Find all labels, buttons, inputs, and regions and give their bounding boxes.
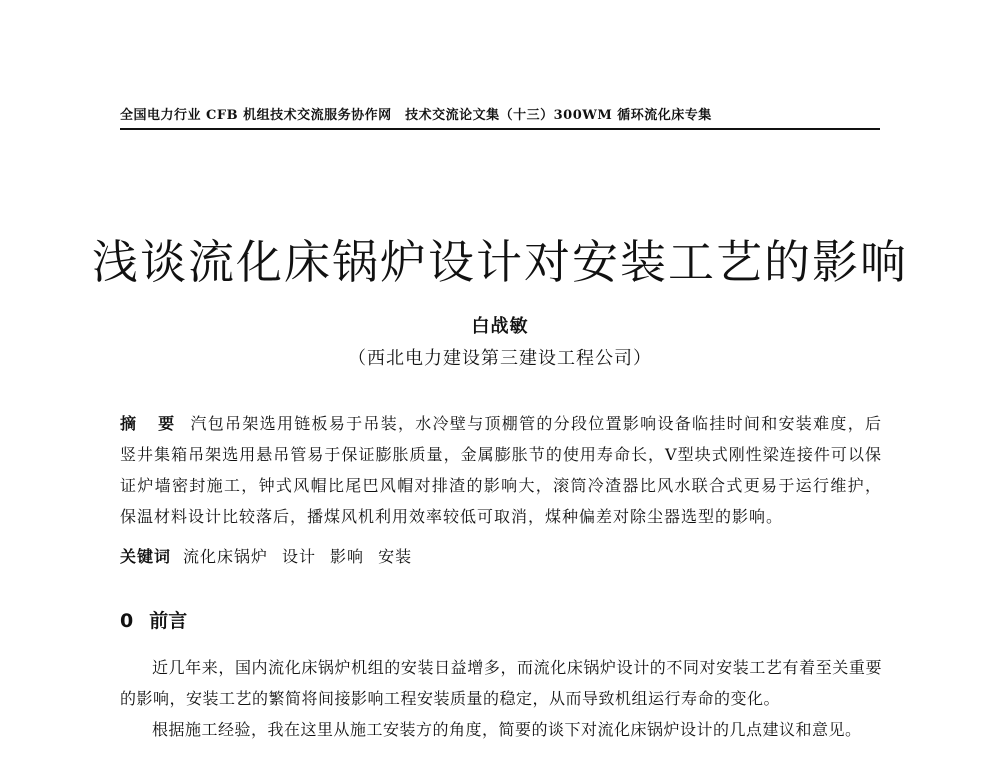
running-header: 全国电力行业 CFB 机组技术交流服务协作网 技术交流论文集（十三）300WM 循环流化床专集 — [120, 108, 712, 123]
keywords-line — [120, 541, 882, 572]
author-affiliation: （西北电力建设第三建设工程公司） — [348, 348, 652, 369]
paper-title: 浅谈流化床锅炉设计对安装工艺的影响 — [92, 235, 908, 289]
keyword: 影响 — [330, 547, 365, 566]
section-heading — [120, 606, 187, 633]
section-number: 0 — [120, 610, 134, 632]
author-name: 白战敏 — [471, 316, 529, 337]
section-body — [120, 652, 882, 745]
keyword: 设计 — [282, 547, 317, 566]
header-rule — [120, 128, 880, 130]
body-paragraph: 近几年来，国内流化床锅炉机组的安装日益增多，而流化床锅炉设计的不同对安装工艺有着至关重要的影响，安装工艺的繁简将间接影响工程安装质量的稳定，从而导致机组运行寿命的变化。 — [120, 658, 882, 708]
abstract-text: 汽包吊架选用链板易于吊装，水冷壁与顶棚管的分段位置影响设备临挂时间和安装难度，后竖井集箱吊架选用悬吊管易于保证膨胀质量，金属膨胀节的使用寿命长，V型块式刚性梁连接件可以保证炉墙密封施工，钟式风帽比尾巴风帽对排渣的影响大，滚筒冷渣器比风水联合式更易于运行维护，保温材料设计比较落后，播煤风机利用效率较低可取消，煤种偏差对除尘器选型的影响。 — [120, 414, 882, 526]
abstract-block — [120, 408, 882, 532]
abstract-label: 摘 要 — [120, 414, 183, 433]
keywords-label: 关键词 — [120, 547, 172, 566]
keyword: 安装 — [378, 547, 413, 566]
keyword: 流化床锅炉 — [183, 547, 269, 566]
section-title: 前言 — [149, 610, 188, 632]
body-paragraph: 根据施工经验，我在这里从施工安装方的角度，简要的谈下对流化床锅炉设计的几点建议和意见。 — [152, 720, 862, 739]
